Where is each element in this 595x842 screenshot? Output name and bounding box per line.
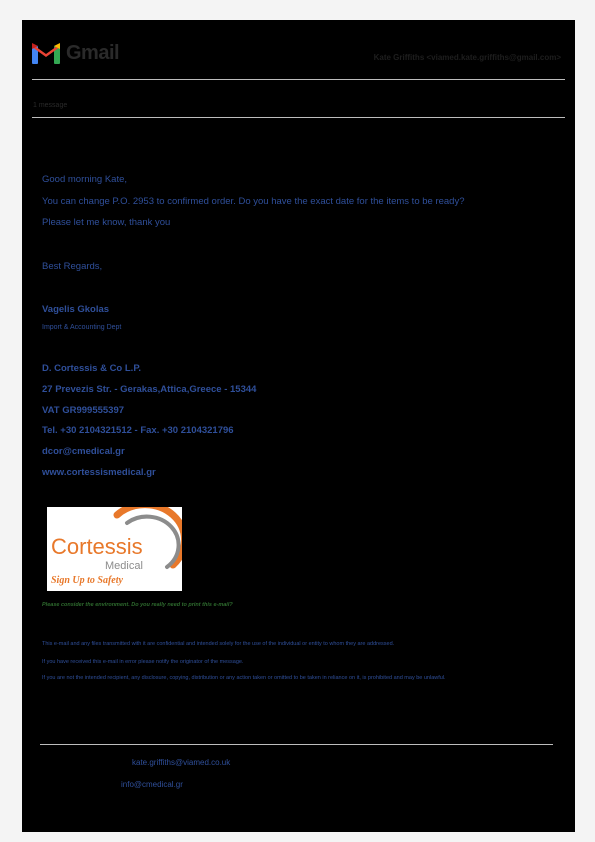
signature-name: Vagelis Gkolas [42, 304, 110, 315]
email-closing: Best Regards, [42, 261, 103, 272]
email-greeting: Good morning Kate, [42, 174, 128, 185]
header-divider [32, 79, 565, 80]
gmail-wordmark: Gmail [66, 42, 120, 64]
unlawful-notice: If you are not the intended recipient, any disclosure, copying, distribution or any action taken or omitted to be taken in reliance on it, is prohibited and may be unlawful. [42, 675, 446, 681]
email-line-2: Please let me know, thank you [42, 217, 171, 228]
footer-cc-email[interactable]: info@cmedical.gr [121, 780, 183, 789]
logo-tagline: Sign Up to Safety [51, 575, 123, 586]
email-line-1: You can change P.O. 2953 to confirmed order. Do you have the exact date for the items to be ready? [42, 196, 465, 207]
company-logo [47, 507, 182, 591]
signature-website-link[interactable]: www.cortessismedical.gr [42, 467, 156, 478]
eco-notice: Please consider the environment. Do you really need to print this e-mail? [42, 602, 233, 608]
email-page [22, 20, 575, 832]
confidential-notice: This e-mail and any files transmitted with it are confidential and intended solely for the use of the individual or entity to whom they are addressed. [42, 641, 395, 647]
signature-address: 27 Prevezis Str. - Gerakas,Attica,Greece - 15344 [42, 384, 257, 395]
signature-company: D. Cortessis & Co L.P. [42, 363, 142, 374]
cortessis-logo-image [47, 507, 182, 591]
signature-email-link[interactable]: dcor@cmedical.gr [42, 446, 125, 457]
logo-wordmark: Cortessis [51, 534, 143, 559]
signature-phone: Tel. +30 2104321512 - Fax. +30 2104321796 [42, 425, 234, 436]
thread-divider [32, 117, 565, 118]
signature-vat: VAT GR999555397 [42, 405, 125, 416]
account-label: Kate Griffiths <viamed.kate.griffiths@gmail.com> [373, 53, 561, 62]
footer-to-email[interactable]: kate.griffiths@viamed.co.uk [132, 758, 231, 767]
logo-sub: Medical [105, 560, 143, 572]
gmail-m-icon [32, 43, 60, 64]
footer-divider [40, 744, 553, 745]
gmail-logo[interactable] [32, 42, 119, 65]
signature-dept: Import & Accounting Dept [42, 324, 122, 331]
message-count: 1 message [33, 102, 68, 109]
error-notice: If you have received this e-mail in error please notify the originator of the message. [42, 659, 244, 665]
